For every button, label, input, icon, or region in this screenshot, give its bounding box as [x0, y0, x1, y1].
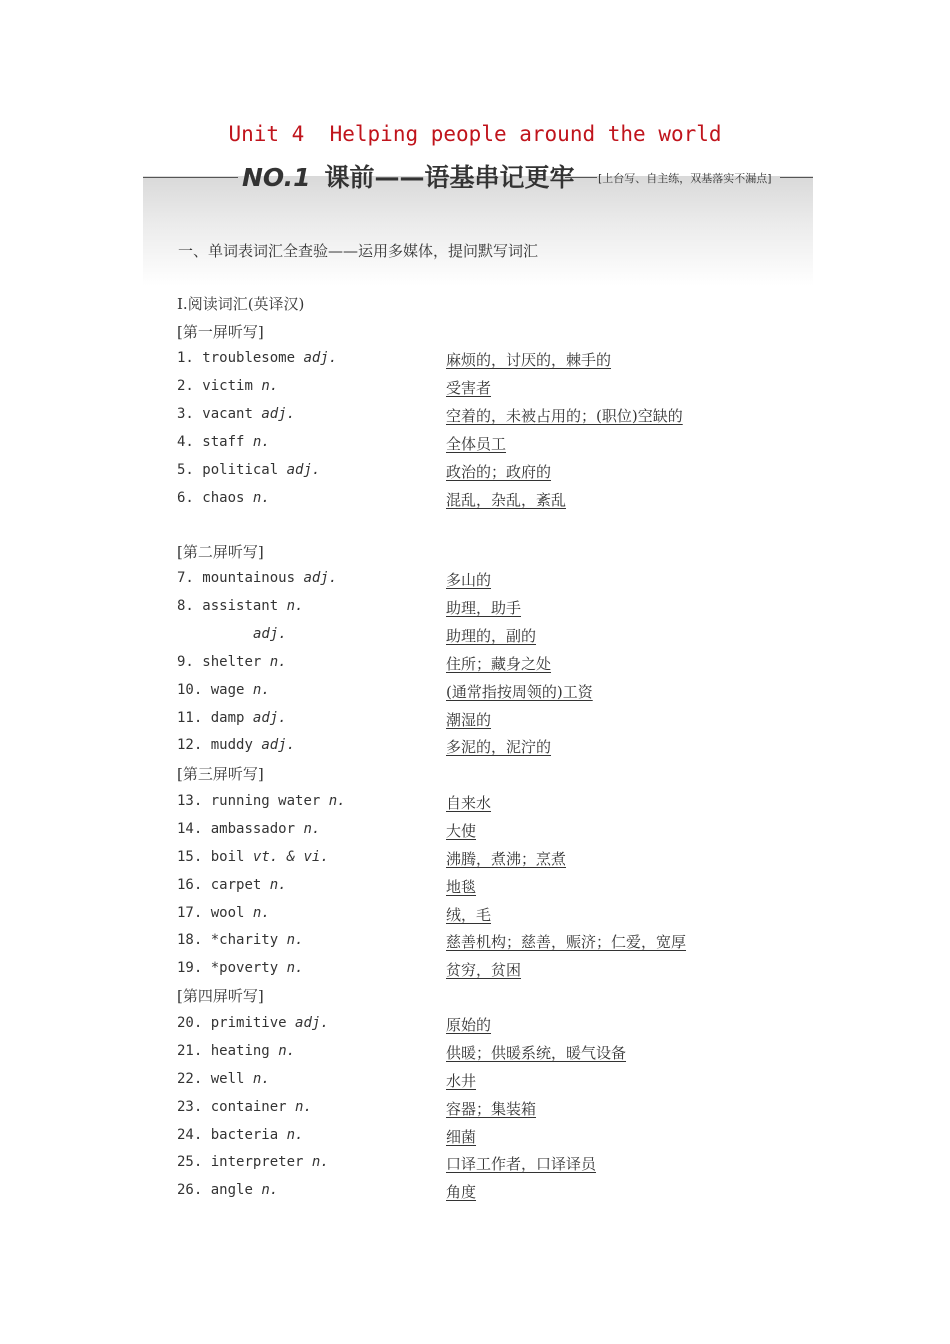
banner-subtitle: [上台写、自主练，双基落实不漏点]: [598, 172, 772, 185]
vocab-word: [177, 737, 295, 753]
vocab-pos: adj.: [261, 737, 296, 753]
vocab-pos: adj.: [286, 462, 321, 478]
vocab-meaning: 政治的；政府的: [446, 463, 552, 481]
vocab-pos: n.: [328, 793, 346, 809]
vocab-meaning: 潮湿的: [446, 711, 492, 729]
vocab-number: 13.: [177, 793, 203, 809]
vocab-number: 19.: [177, 960, 203, 976]
vocab-meaning: 受害者: [446, 379, 492, 397]
vocab-meaning: 多山的: [446, 571, 492, 589]
vocab-term: interpreter: [210, 1154, 304, 1170]
vocab-number: 3.: [177, 406, 194, 422]
vocab-pos: n.: [278, 1043, 296, 1059]
vocab-meaning: 空着的，未被占用的；(职位)空缺的: [446, 407, 683, 425]
vocab-word: [177, 710, 287, 726]
vocab-meaning: 住所；藏身之处: [446, 655, 552, 673]
vocab-pos: n.: [252, 434, 270, 450]
vocab-pos: n.: [295, 1099, 312, 1115]
vocab-term: container: [210, 1099, 287, 1115]
vocab-number: 22.: [177, 1071, 203, 1087]
screen-label: [第四屏听写]: [177, 987, 264, 1005]
banner-rule-left: [143, 177, 238, 178]
vocab-meaning: 角度: [446, 1183, 477, 1201]
vocab-pos: n.: [286, 960, 304, 976]
vocab-term: staff: [202, 434, 245, 450]
vocab-number: 14.: [177, 821, 203, 837]
vocab-pos: n.: [286, 932, 304, 948]
vocab-pos: n.: [261, 378, 279, 394]
vocab-meaning: 助理，助手: [446, 599, 522, 617]
vocab-pos: adj.: [252, 710, 287, 726]
screen-label: [第一屏听写]: [177, 323, 264, 341]
vocab-number: 15.: [177, 849, 203, 865]
vocab-word: [177, 1043, 295, 1059]
vocab-word: [177, 570, 337, 586]
vocab-meaning: 容器；集装箱: [446, 1100, 537, 1118]
vocab-word: [177, 682, 270, 698]
vocab-pos: n.: [252, 905, 270, 921]
vocab-pos: adj.: [303, 350, 338, 366]
vocab-word: [177, 598, 303, 614]
vocab-term: wage: [210, 682, 245, 698]
vocab-term: well: [210, 1071, 245, 1087]
vocab-number: 26.: [177, 1182, 203, 1198]
vocab-term: victim: [202, 378, 253, 394]
vocab-pos: adj.: [303, 570, 338, 586]
vocab-word: [177, 1099, 312, 1115]
vocab-meaning: 沸腾，煮沸；烹煮: [446, 850, 567, 868]
vocab-word: [177, 932, 303, 948]
vocab-word: [177, 654, 287, 670]
vocab-word: [177, 877, 287, 893]
vocab-term: running water: [210, 793, 321, 809]
vocab-pos: n.: [269, 877, 287, 893]
vocab-pos: n.: [311, 1154, 329, 1170]
banner-rule-right: [780, 177, 813, 178]
vocab-number: 4.: [177, 434, 194, 450]
vocab-term: muddy: [210, 737, 253, 753]
vocab-word: [177, 849, 329, 865]
vocab-pos: n.: [252, 682, 270, 698]
vocab-pos: adj.: [261, 406, 296, 422]
vocab-word: [177, 406, 295, 422]
vocab-term: mountainous: [202, 570, 296, 586]
vocab-number: 6.: [177, 490, 194, 506]
vocab-word: [177, 378, 278, 394]
vocab-word: [177, 490, 270, 506]
vocab-pos: n.: [252, 1071, 270, 1087]
vocab-word: [177, 434, 270, 450]
vocab-term: damp: [210, 710, 245, 726]
vocab-term: assistant: [202, 598, 279, 614]
vocab-word: [177, 1015, 329, 1031]
vocab-number: 9.: [177, 654, 194, 670]
vocab-meaning: 混乱，杂乱，紊乱: [446, 491, 567, 509]
vocab-term: political: [202, 462, 279, 478]
vocab-word: [177, 1127, 303, 1143]
vocab-word: [177, 462, 320, 478]
vocab-term: *poverty: [210, 960, 279, 976]
vocab-number: 11.: [177, 710, 203, 726]
banner-number: NO.1: [242, 163, 311, 192]
vocab-term: boil: [210, 849, 245, 865]
vocab-term: shelter: [202, 654, 262, 670]
vocab-term: *charity: [210, 932, 279, 948]
subsection-heading: Ⅰ.阅读词汇(英译汉): [177, 295, 305, 313]
vocab-word: [177, 1071, 270, 1087]
vocab-pos: n.: [286, 1127, 304, 1143]
vocab-number: 8.: [177, 598, 194, 614]
vocab-number: 24.: [177, 1127, 203, 1143]
vocab-pos: n.: [303, 821, 321, 837]
vocab-word: [177, 960, 303, 976]
vocab-meaning: 绒，毛: [446, 906, 492, 924]
vocab-number: 25.: [177, 1154, 203, 1170]
vocab-term: wool: [210, 905, 245, 921]
vocab-meaning: (通常指按周领的)工资: [446, 683, 593, 701]
unit-title: Unit 4 Helping people around the world: [228, 122, 722, 146]
vocab-number: 21.: [177, 1043, 203, 1059]
vocab-meaning: 多泥的，泥泞的: [446, 738, 552, 756]
vocab-word: [177, 1154, 329, 1170]
vocab-meaning: 助理的，副的: [446, 627, 537, 645]
vocab-meaning: 慈善机构；慈善，赈济；仁爱，宽厚: [446, 933, 687, 951]
vocab-meaning: 细菌: [446, 1128, 477, 1146]
vocab-number: 20.: [177, 1015, 203, 1031]
vocab-word: [177, 821, 320, 837]
screen-label: [第三屏听写]: [177, 765, 264, 783]
vocab-term: angle: [210, 1182, 253, 1198]
vocab-number: 5.: [177, 462, 194, 478]
vocab-meaning: 贫穷，贫困: [446, 961, 522, 979]
vocab-pos: vt. & vi.: [252, 849, 329, 865]
vocab-meaning: 地毯: [446, 878, 477, 896]
vocab-number: 7.: [177, 570, 194, 586]
vocab-term: ambassador: [210, 821, 296, 837]
vocab-word: [253, 626, 287, 642]
vocab-term: bacteria: [210, 1127, 279, 1143]
vocab-word: [177, 905, 270, 921]
vocab-number: 10.: [177, 682, 203, 698]
vocab-number: 16.: [177, 877, 203, 893]
vocab-number: 18.: [177, 932, 203, 948]
vocab-pos: n.: [261, 1182, 279, 1198]
vocab-pos: n.: [286, 598, 304, 614]
vocab-meaning: 供暖；供暖系统，暖气设备: [446, 1044, 627, 1062]
vocab-word: [177, 793, 346, 809]
vocab-meaning: 大使: [446, 822, 477, 840]
vocab-number: 23.: [177, 1099, 203, 1115]
vocab-meaning: 水井: [446, 1072, 477, 1090]
vocab-pos: adj.: [253, 626, 287, 642]
vocab-number: 17.: [177, 905, 203, 921]
banner-title: 课前——语基串记更牢: [324, 163, 575, 192]
vocab-pos: adj.: [295, 1015, 329, 1031]
screen-label: [第二屏听写]: [177, 543, 264, 561]
vocab-term: vacant: [202, 406, 253, 422]
vocab-word: [177, 1182, 278, 1198]
vocab-term: chaos: [202, 490, 245, 506]
vocab-term: troublesome: [202, 350, 296, 366]
vocab-pos: n.: [252, 490, 270, 506]
vocab-meaning: 麻烦的，讨厌的，棘手的: [446, 351, 612, 369]
vocab-meaning: 原始的: [446, 1016, 492, 1034]
vocab-term: carpet: [210, 877, 262, 893]
vocab-meaning: 口译工作者，口译译员: [446, 1155, 597, 1173]
vocab-number: 2.: [177, 378, 194, 394]
vocab-word: [177, 350, 337, 366]
vocab-term: heating: [210, 1043, 270, 1059]
vocab-number: 12.: [177, 737, 203, 753]
section-heading: 一、单词表词汇全查验——运用多媒体，提问默写词汇: [178, 242, 539, 260]
vocab-number: 1.: [177, 350, 194, 366]
vocab-term: primitive: [210, 1015, 287, 1031]
vocab-meaning: 自来水: [446, 794, 492, 812]
section-banner: [242, 158, 575, 194]
vocab-pos: n.: [269, 654, 287, 670]
vocab-meaning: 全体员工: [446, 435, 507, 453]
